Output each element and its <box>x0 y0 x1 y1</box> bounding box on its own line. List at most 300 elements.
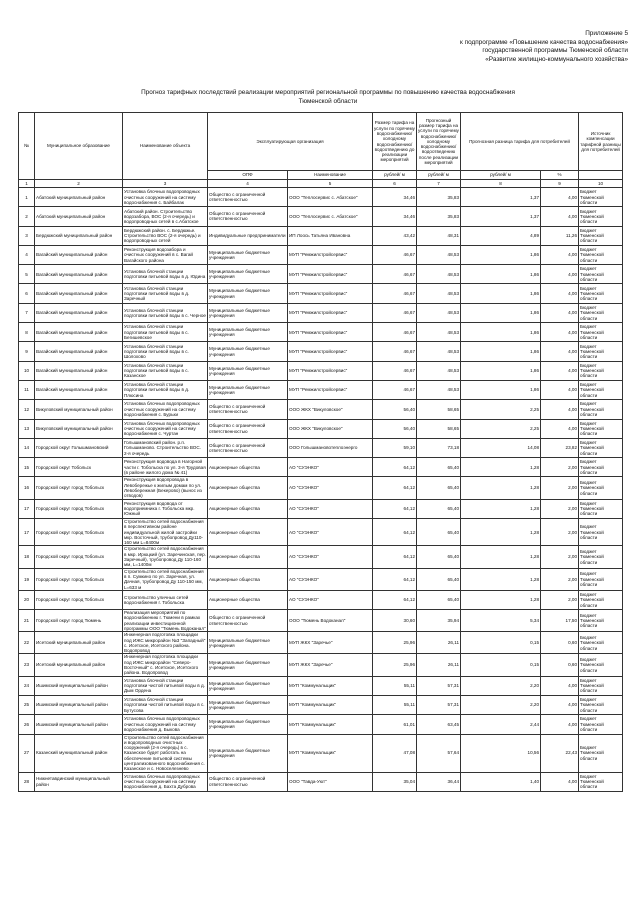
object-cell: Строительство уличных сетей водоснабжения г. Тобольска <box>123 590 208 609</box>
object-cell: Реконструкция водопровода в Левобережье к жилым домам по ул. Левобережная (Бекерово) (вынос из отводов) <box>123 477 208 499</box>
organization-cell: ООО "Тавда-Уют" <box>288 772 373 791</box>
unit-label: % <box>541 171 579 180</box>
compensation-source-cell: Бюджет Тюменской области <box>579 380 623 399</box>
object-cell: Инженерная подготовка площадки под ИЖС микрорайон №3 "Западный" с. Исетское, Исетского района. Водопровод <box>123 632 208 654</box>
tariff-percent-cell: 4,00 <box>541 188 579 207</box>
tariff-before-cell: 46,67 <box>373 265 417 284</box>
tariff-diff-cell: 1,28 <box>461 568 541 590</box>
row-number: 28 <box>19 772 35 791</box>
compensation-source-cell: Бюджет Тюменской области <box>579 265 623 284</box>
legal-form-cell: Акционерные общества <box>208 568 288 590</box>
tariff-percent-cell: 4,00 <box>541 207 579 226</box>
object-cell: Установка блочных водопроводных очистных сооружений на систему водоснабжения с. Бурьки <box>123 400 208 419</box>
tariff-diff-cell: 1,37 <box>461 188 541 207</box>
table-row <box>19 676 623 695</box>
tariff-after-cell: 48,53 <box>417 284 461 303</box>
tariff-percent-cell: 2,00 <box>541 477 579 499</box>
row-number: 16 <box>19 477 35 499</box>
table-row <box>19 477 623 499</box>
row-number: 9 <box>19 342 35 361</box>
object-cell: Установка блочных водопроводных очистных сооружений на систему водоснабжения с. Байбалак <box>123 188 208 207</box>
column-number: 9 <box>541 180 579 188</box>
compensation-source-cell: Бюджет Тюменской области <box>579 400 623 419</box>
municipality-cell: Абатский муниципальный район <box>35 188 123 207</box>
object-cell: Строительство сетей водоснабжения в мкр. Ирюцкий (ул. Заречинская, пер. Заречный), трубопровод Ду 110-160 мм, L=1400м <box>124 546 206 568</box>
object-cell: Абатский район. Строительство водозабора, ВОС (2-я очередь) и водопроводных сетей в с.Абатское <box>123 207 208 226</box>
row-number: 6 <box>19 284 35 303</box>
tariff-before-cell: 64,12 <box>373 458 417 477</box>
legal-form-cell: Муниципальные бюджетные учреждения <box>208 303 288 322</box>
organization-cell: МУП "Ремжилстройсервис" <box>288 361 373 380</box>
legal-form-cell: Общество с ограниченной ответственностью <box>208 438 288 457</box>
organization-cell: АО "СУЭНКО" <box>288 590 373 609</box>
tariff-diff-cell: 1,86 <box>461 342 541 361</box>
table-row <box>19 546 623 568</box>
row-number: 3 <box>19 226 35 245</box>
row-number: 4 <box>19 245 35 264</box>
legal-form-cell: Муниципальные бюджетные учреждения <box>208 380 288 399</box>
organization-cell: АО "СУЭНКО" <box>288 518 373 545</box>
tariff-before-cell: 64,12 <box>373 568 417 590</box>
object-cell: Установка блочной станции подготовки питьевой воды в д. Заречный <box>123 284 208 303</box>
organization-cell: ООО "Теплосервис с. Абатское" <box>288 188 373 207</box>
tariff-after-cell: 35,83 <box>417 207 461 226</box>
table-row <box>19 438 623 457</box>
municipality-cell: Вагайский муниципальный район <box>35 380 123 399</box>
table-row <box>19 380 623 399</box>
tariff-diff-cell: 2,20 <box>461 695 541 714</box>
tariff-diff-cell: 1,28 <box>461 458 541 477</box>
column-number: 5 <box>288 180 373 188</box>
row-number: 2 <box>19 207 35 226</box>
col-orgname-header: Наименование <box>288 171 373 180</box>
compensation-source-cell: Бюджет Тюменской области <box>579 438 623 457</box>
table-row <box>19 632 623 654</box>
tariff-diff-cell: 1,86 <box>461 323 541 342</box>
organization-cell: МУП "Ремжилстройсервис" <box>288 303 373 322</box>
legal-form-cell: Муниципальные бюджетные учреждения <box>208 632 288 654</box>
col-obj-header: Наименование объекта <box>123 113 208 180</box>
compensation-source-cell: Бюджет Тюменской области <box>579 303 623 322</box>
organization-cell: ООО "Теплосервис с. Абатское" <box>288 207 373 226</box>
municipality-cell: Вагайский муниципальный район <box>35 265 123 284</box>
legal-form-cell: Муниципальные бюджетные учреждения <box>208 323 288 342</box>
compensation-source-cell: Бюджет Тюменской области <box>579 499 623 518</box>
tariff-diff-cell: 1,86 <box>461 380 541 399</box>
tariff-percent-cell: 2,00 <box>541 590 579 609</box>
municipality-cell: Городской округ город Тобольск <box>35 590 123 609</box>
table-row <box>19 265 623 284</box>
col-diff-header: Прогнозная разница тарифа для потребителей <box>461 113 579 171</box>
municipality-cell: Исетский муниципальный район <box>35 654 123 676</box>
table-row <box>19 400 623 419</box>
tariff-diff-cell: 0,15 <box>461 654 541 676</box>
legal-form-cell: Акционерные общества <box>208 546 288 568</box>
legal-form-cell: Муниципальные бюджетные учреждения <box>208 715 288 734</box>
organization-cell: АО "СУЭНКО" <box>288 458 373 477</box>
municipality-cell: Городской округ город Тобольск <box>35 518 123 545</box>
tariff-percent-cell: 4,00 <box>541 265 579 284</box>
municipality-cell: Викуловский муниципальный район <box>35 419 123 438</box>
organization-cell: МУП "Коммунальщик" <box>288 695 373 714</box>
legal-form-cell: Муниципальные бюджетные учреждения <box>208 695 288 714</box>
object-cell: Установка блочной станции подготовки питьевой воды в с. Черное <box>123 303 208 322</box>
organization-cell: МУП "Ремжилстройсервис" <box>288 380 373 399</box>
legal-form-cell: Муниципальные бюджетные учреждения <box>208 265 288 284</box>
row-number: 27 <box>19 734 35 772</box>
tariff-diff-cell: 1,86 <box>461 284 541 303</box>
unit-label: рублей/ м <box>417 171 461 180</box>
tariff-before-cell: 56,40 <box>373 419 417 438</box>
compensation-source-cell: Бюджет Тюменской области <box>579 590 623 609</box>
tariff-after-cell: 58,65 <box>417 419 461 438</box>
tariff-after-cell: 35,83 <box>417 188 461 207</box>
municipality-cell: Абатский муниципальный район <box>35 207 123 226</box>
row-number: 25 <box>19 695 35 714</box>
tariff-percent-cell: 4,00 <box>541 715 579 734</box>
municipality-cell: Вагайский муниципальный район <box>35 342 123 361</box>
table-row <box>19 419 623 438</box>
tariff-before-cell: 35,04 <box>373 772 417 791</box>
tariff-percent-cell: 2,00 <box>541 518 579 545</box>
row-number: 15 <box>19 458 35 477</box>
table-row <box>19 610 623 632</box>
legal-form-cell: Акционерные общества <box>208 590 288 609</box>
organization-cell: АО "СУЭНКО" <box>288 477 373 499</box>
row-number: 23 <box>19 654 35 676</box>
col-num-header: № <box>19 113 35 180</box>
tariff-percent-cell: 4,00 <box>541 245 579 264</box>
municipality-cell: Вагайский муниципальный район <box>35 303 123 322</box>
tariff-percent-cell: 23,82 <box>541 438 579 457</box>
column-number: 2 <box>35 180 123 188</box>
tariff-after-cell: 57,31 <box>417 676 461 695</box>
compensation-source-cell: Бюджет Тюменской области <box>579 477 623 499</box>
annex-line: государственной программы Тюменской области <box>482 47 628 55</box>
tariff-after-cell: 48,53 <box>417 265 461 284</box>
column-number: 10 <box>579 180 623 188</box>
title-line: Тюменской области <box>298 97 358 105</box>
table-row <box>19 458 623 477</box>
row-number: 10 <box>19 361 35 380</box>
object-cell: Установка блочной станции подготовки питьевой воды в с. Бегишевское <box>123 323 208 342</box>
tariff-before-cell: 59,10 <box>373 438 417 457</box>
title-line: Прогноз тарифных последствий реализации мероприятий региональной программы по повышению качества водоснабжения <box>141 89 515 96</box>
legal-form-cell: Муниципальные бюджетные учреждения <box>208 361 288 380</box>
compensation-source-cell: Бюджет Тюменской области <box>579 188 623 207</box>
object-cell: Инженерная подготовка площадки под ИЖС микрорайон "Северо-Восточный" с. Исетское, Исетского района. Водопровод <box>123 654 208 676</box>
table-row <box>19 361 623 380</box>
tariff-diff-cell: 1,86 <box>461 361 541 380</box>
row-number: 8 <box>19 323 35 342</box>
table-row <box>19 568 623 590</box>
municipality-cell: Исетский муниципальный район <box>35 632 123 654</box>
municipality-cell: Ишимский муниципальный район <box>35 676 123 695</box>
tariff-percent-cell: 4,00 <box>541 695 579 714</box>
organization-cell: АО "СУЭНКО" <box>288 568 373 590</box>
tariff-percent-cell: 2,00 <box>541 458 579 477</box>
organization-cell: МУП ЖКХ "Заречье" <box>288 632 373 654</box>
object-cell: Строительство сетей водоснабжения в перспективном районе индивидуальной жилой застройки мкр. Восточный, трубопровод Ду110-160 мм L=8400м <box>123 518 208 545</box>
tariff-after-cell: 48,53 <box>417 245 461 264</box>
table-row <box>19 284 623 303</box>
tariff-after-cell: 48,53 <box>417 323 461 342</box>
organization-cell: МУП "Коммунальщик" <box>288 734 373 772</box>
tariff-before-cell: 46,67 <box>373 342 417 361</box>
tariff-percent-cell: 2,00 <box>541 546 579 568</box>
tariff-before-cell: 25,96 <box>373 654 417 676</box>
tariff-diff-cell: 1,28 <box>461 477 541 499</box>
tariff-after-cell: 57,64 <box>417 734 461 772</box>
object-cell: Установка блочной станции подготовки чистой питьевой воды в д. Дым Ордена <box>123 676 208 695</box>
table-row <box>19 590 623 609</box>
unit-label: рублей/ м <box>373 171 417 180</box>
tariff-after-cell: 26,11 <box>417 632 461 654</box>
tariff-after-cell: 48,53 <box>417 361 461 380</box>
row-number: 21 <box>19 610 35 632</box>
legal-form-cell: Муниципальные бюджетные учреждения <box>208 676 288 695</box>
compensation-source-cell: Бюджет Тюменской области <box>579 772 623 791</box>
object-cell: Бердюжский район. с. Бердюжье. Строительство ВОС (2-я очередь) и водопроводных сетей <box>123 226 208 245</box>
municipality-cell: Нижнетавдинский муниципальный район <box>35 772 123 791</box>
col-t1-header: Размер тарифа на услуги по горячему водоснабжению/ холодному водоснабжению/ водоотведению до реализации мероприятий <box>373 113 417 171</box>
municipality-cell: Городской округ Тобольск <box>35 458 123 477</box>
tariff-after-cell: 65,40 <box>417 499 461 518</box>
object-cell: Установка блочной станции подготовки чистой питьевой воды в с. Бутусова <box>123 695 208 714</box>
organization-cell: АО "СУЭНКО" <box>288 499 373 518</box>
legal-form-cell: Акционерные общества <box>208 518 288 545</box>
tariff-diff-cell: 1,28 <box>461 518 541 545</box>
organization-cell: ИП Лоось Татьяна Ивановна <box>288 226 373 245</box>
municipality-cell: Вагайский муниципальный район <box>35 284 123 303</box>
row-number: 7 <box>19 303 35 322</box>
tariff-after-cell: 48,53 <box>417 303 461 322</box>
table-row <box>19 323 623 342</box>
tariff-percent-cell: 2,00 <box>541 568 579 590</box>
tariff-percent-cell: 4,00 <box>541 400 579 419</box>
legal-form-cell: Муниципальные бюджетные учреждения <box>208 342 288 361</box>
tariff-after-cell: 48,53 <box>417 380 461 399</box>
annex-line: к подпрограмме «Повышение качества водоснабжения» <box>460 38 628 46</box>
tariff-before-cell: 64,12 <box>373 518 417 545</box>
header-row <box>19 113 623 171</box>
tariff-percent-cell: 0,60 <box>541 654 579 676</box>
tariff-diff-cell: 1,40 <box>461 772 541 791</box>
compensation-source-cell: Бюджет Тюменской области <box>579 361 623 380</box>
object-cell: Голышмановский район. р.п. Голышманово. Строительство ВОС. 2-я очередь <box>123 438 208 457</box>
organization-cell: МУП "Коммунальщик" <box>288 676 373 695</box>
tariff-percent-cell: 4,00 <box>541 419 579 438</box>
municipality-cell: Вагайский муниципальный район <box>35 245 123 264</box>
tariff-diff-cell: 1,86 <box>461 265 541 284</box>
object-cell: Установка блочной станции подготовки питьевой воды в с. Казанское <box>123 361 208 380</box>
document-page <box>8 4 636 901</box>
tariff-percent-cell: 4,00 <box>541 772 579 791</box>
object-cell: Реконструкция водовода в Нагорной части г. Тобольска по ул. 3-я Трудовая (в районе жилого дома № 41) <box>124 459 206 475</box>
compensation-source-cell: Бюджет Тюменской области <box>579 610 623 632</box>
organization-cell: АО "СУЭНКО" <box>288 546 373 568</box>
tariff-after-cell: 73,18 <box>417 438 461 457</box>
column-number: 8 <box>461 180 541 188</box>
annex-line: «Развитие жилищно-коммунального хозяйства» <box>485 55 628 63</box>
municipality-cell: Городской округ город Тобольск <box>35 477 123 499</box>
municipality-cell: Городской округ город Тобольск <box>35 546 123 568</box>
compensation-source-cell: Бюджет Тюменской области <box>579 695 623 714</box>
organization-cell: МУП "Ремжилстройсервис" <box>288 342 373 361</box>
tariff-after-cell: 26,11 <box>417 654 461 676</box>
row-number: 18 <box>19 546 35 568</box>
tariff-diff-cell: 1,86 <box>461 303 541 322</box>
municipality-cell: Городской округ Голышмановский <box>35 438 123 457</box>
col-org-header: Эксплуатирующая организация <box>208 113 373 171</box>
compensation-source-cell: Бюджет Тюменской области <box>579 546 623 568</box>
column-number: 6 <box>373 180 417 188</box>
municipality-cell: Казанский муниципальный район <box>35 734 123 772</box>
row-number: 20 <box>19 590 35 609</box>
organization-cell: МУП "Ремжилстройсервис" <box>288 284 373 303</box>
row-number: 24 <box>19 676 35 695</box>
compensation-source-cell: Бюджет Тюменской области <box>579 419 623 438</box>
tariff-percent-cell: 17,50 <box>541 610 579 632</box>
organization-cell: МУП "Коммунальщик" <box>288 715 373 734</box>
tariff-percent-cell: 4,00 <box>541 303 579 322</box>
object-cell: Строительство сетей водоснабжения в п. Сумкино по ул. Заречная, ул. Дачная, трубопровод Ду 110-150 мм, L=633 м <box>123 568 208 590</box>
tariff-diff-cell: 1,86 <box>461 245 541 264</box>
tariff-diff-cell: 2,44 <box>461 715 541 734</box>
row-number: 14 <box>19 438 35 457</box>
tariff-diff-cell: 0,15 <box>461 632 541 654</box>
tariff-before-cell: 34,46 <box>373 207 417 226</box>
compensation-source-cell: Бюджет Тюменской области <box>579 342 623 361</box>
tariff-after-cell: 48,31 <box>417 226 461 245</box>
legal-form-cell: Общество с ограниченной ответственностью <box>208 610 288 632</box>
legal-form-cell: Акционерные общества <box>208 458 288 477</box>
tariff-after-cell: 36,44 <box>417 772 461 791</box>
tariff-before-cell: 46,67 <box>373 284 417 303</box>
object-cell: Установка блочных водопроводных очистных сооружений на систему водоснабжения с. Чуртан <box>123 419 208 438</box>
object-cell: Реконструкция водовода от водоприемника г. Тобольска мкр. Южный <box>123 499 208 518</box>
tariff-percent-cell: 11,26 <box>541 226 579 245</box>
legal-form-cell: Муниципальные бюджетные учреждения <box>208 284 288 303</box>
compensation-source-cell: Бюджет Тюменской области <box>579 715 623 734</box>
object-cell: Установка блочных водопроводных очистных сооружений на систему водоснабжения д. Быкова <box>123 715 208 734</box>
tariff-diff-cell: 10,56 <box>461 734 541 772</box>
document-title <box>58 89 598 106</box>
organization-cell: ООО ЖКХ "Викуловское" <box>288 400 373 419</box>
column-number-row <box>19 180 623 188</box>
municipality-cell: Ишимский муниципальный район <box>35 715 123 734</box>
object-cell: Установка блочных водопроводных очистных сооружений на систему водоснабжения д. Бахта Дуброва <box>123 772 208 791</box>
tariff-percent-cell: 4,00 <box>541 361 579 380</box>
tariff-before-cell: 56,40 <box>373 400 417 419</box>
tariff-before-cell: 43,42 <box>373 226 417 245</box>
tariff-before-cell: 61,01 <box>373 715 417 734</box>
compensation-source-cell: Бюджет Тюменской области <box>579 458 623 477</box>
municipality-cell: Бердюжский муниципальный район <box>35 226 123 245</box>
tariff-before-cell: 64,12 <box>373 546 417 568</box>
object-cell: Реконструкция водозабора и очистных сооружений в с. Вагай Вагайского района <box>123 245 208 264</box>
organization-cell: ООО "Тюмень Водоканал" <box>288 610 373 632</box>
row-number: 11 <box>19 380 35 399</box>
col-src-header: Источник компенсации тарифной разницы для потребителей <box>579 113 623 171</box>
row-number: 12 <box>19 400 35 419</box>
tariff-after-cell: 65,40 <box>417 458 461 477</box>
tariff-before-cell: 30,60 <box>373 610 417 632</box>
legal-form-cell: Муниципальные бюджетные учреждения <box>208 654 288 676</box>
tariff-before-cell: 46,67 <box>373 303 417 322</box>
col-opf-header: ОПФ <box>208 171 288 180</box>
annex-line: Приложение 5 <box>585 30 628 37</box>
compensation-source-cell: Бюджет Тюменской области <box>579 284 623 303</box>
compensation-source-cell: Бюджет Тюменской области <box>579 654 623 676</box>
tariff-before-cell: 46,67 <box>373 245 417 264</box>
object-cell: Установка блочной станции подготовки питьевой воды в д. Юдина <box>123 265 208 284</box>
tariff-before-cell: 55,11 <box>373 695 417 714</box>
tariff-after-cell: 35,94 <box>417 610 461 632</box>
tariff-before-cell: 25,96 <box>373 632 417 654</box>
compensation-source-cell: Бюджет Тюменской области <box>579 734 623 772</box>
row-number: 17 <box>19 499 35 518</box>
tariff-after-cell: 65,40 <box>417 590 461 609</box>
row-number: 19 <box>19 568 35 590</box>
table-row <box>19 499 623 518</box>
tariff-after-cell: 57,31 <box>417 695 461 714</box>
tariff-diff-cell: 1,28 <box>461 590 541 609</box>
tariff-diff-cell: 2,20 <box>461 676 541 695</box>
tariff-diff-cell: 1,28 <box>461 546 541 568</box>
row-number: 13 <box>19 419 35 438</box>
tariff-diff-cell: 14,08 <box>461 438 541 457</box>
tariff-diff-cell: 2,25 <box>461 419 541 438</box>
table-row <box>19 772 623 791</box>
column-number: 1 <box>19 180 35 188</box>
tariff-percent-cell: 4,00 <box>541 676 579 695</box>
compensation-source-cell: Бюджет Тюменской области <box>579 568 623 590</box>
legal-form-cell: Общество с ограниченной ответственностью <box>208 772 288 791</box>
compensation-source-cell: Бюджет Тюменской области <box>579 207 623 226</box>
legal-form-cell: Общество с ограниченной ответственностью <box>208 207 288 226</box>
municipality-cell: Вагайский муниципальный район <box>35 323 123 342</box>
tariff-diff-cell: 4,89 <box>461 226 541 245</box>
tariff-before-cell: 34,46 <box>373 188 417 207</box>
tariff-before-cell: 64,12 <box>373 590 417 609</box>
column-number: 7 <box>417 180 461 188</box>
table-row <box>19 518 623 545</box>
tariff-diff-cell: 1,28 <box>461 499 541 518</box>
municipality-cell: Викуловский муниципальный район <box>35 400 123 419</box>
tariff-before-cell: 47,08 <box>373 734 417 772</box>
tariff-after-cell: 63,45 <box>417 715 461 734</box>
organization-cell: МУП "Ремжилстройсервис" <box>288 265 373 284</box>
unit-label: рублей/ м <box>461 171 541 180</box>
column-number: 4 <box>208 180 288 188</box>
tariff-percent-cell: 4,00 <box>541 342 579 361</box>
row-number: 26 <box>19 715 35 734</box>
legal-form-cell: Индивидуальные предприниматели <box>208 226 288 245</box>
object-cell: Реализация мероприятий по водоснабжению г. Тюмени в рамках реализации инвестиционной программы ООО "Тюмень Водоканал" <box>124 610 206 631</box>
organization-cell: МУП "Ремжилстройсервис" <box>288 323 373 342</box>
organization-cell: МУП ЖКХ "Заречье" <box>288 654 373 676</box>
tariff-before-cell: 46,67 <box>373 380 417 399</box>
table-row <box>19 303 623 322</box>
tariff-percent-cell: 4,00 <box>541 380 579 399</box>
tariff-percent-cell: 0,60 <box>541 632 579 654</box>
tariff-diff-cell: 5,34 <box>461 610 541 632</box>
legal-form-cell: Общество с ограниченной ответственностью <box>208 419 288 438</box>
compensation-source-cell: Бюджет Тюменской области <box>579 632 623 654</box>
tariff-after-cell: 65,40 <box>417 568 461 590</box>
legal-form-cell: Муниципальные бюджетные учреждения <box>208 734 288 772</box>
